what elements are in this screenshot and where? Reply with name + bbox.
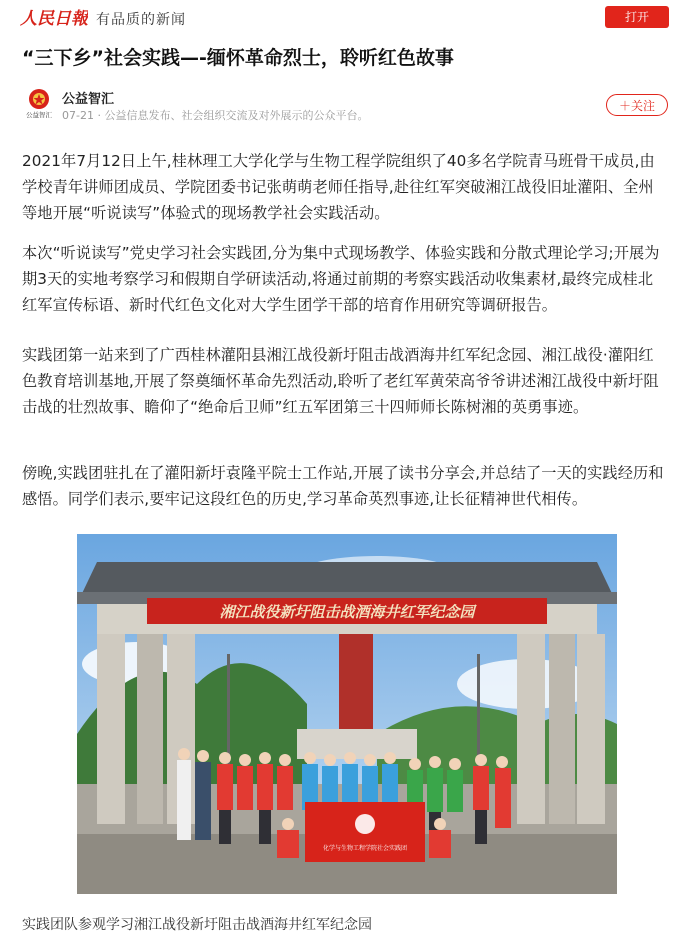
paragraph-4: 傍晚,实践团驻扎在了灌阳新圩袁隆平院士工作站,开展了读书分享会,并总结了一天的实践经历和感悟。同学们表示,要牢记这段红色的历史,学习革命英烈事迹,让长征精神世代相传。 — [22, 464, 664, 508]
memorial-gate-photo — [77, 534, 617, 894]
svg-text:湘江战役新圩阻击战酒海井红军纪念园: 湘江战役新圩阻击战酒海井红军纪念园 — [219, 603, 475, 621]
top-bar — [0, 0, 684, 36]
svg-text:公益智汇: 公益智汇 — [26, 111, 52, 119]
author-bar — [22, 84, 662, 124]
author-name[interactable]: 公益智汇 — [62, 92, 115, 107]
article-photo[interactable] — [77, 534, 617, 894]
follow-label: 关注 — [631, 99, 656, 113]
plus-icon: ＋ — [618, 99, 631, 113]
paragraph-3: 实践团第一站来到了广西桂林灌阳县湘江战役新圩阻击战酒海井红军纪念园、湘江战役·灌阳红色教育培训基地,开展了祭奠缅怀革命先烈活动,聆听了老红军黄荣高爷爷讲述湘江战役中新圩阻击战的壮烈故事、瞻仰了“绝命后卫师”红五军团第三十四师师长陈树湘的英勇事迹。 — [22, 346, 659, 416]
author-description: 公益信息发布、社会组织交流及对外展示的公众平台。 — [104, 109, 369, 122]
photo-caption: 实践团队参观学习湘江战役新圩阻击战酒海井红军纪念园 — [22, 917, 372, 933]
follow-button[interactable] — [606, 94, 668, 116]
svg-text:化学与生物工程学院社会实践团: 化学与生物工程学院社会实践团 — [322, 845, 408, 852]
meta-separator: · — [97, 109, 101, 122]
paragraph-1: 2021年7月12日上午,桂林理工大学化学与生物工程学院组织了40多名学院青马班骨干成员,由学校青年讲师团成员、学院团委书记张萌萌老师任指导,赴往红军突破湘江战役旧址灌阳、全州等地开展“听说读写”体验式的现场教学社会实践活动。 — [22, 152, 655, 222]
author-meta — [62, 107, 368, 123]
publish-date: 07-21 — [62, 109, 94, 122]
paragraph-2: 本次“听说读写”党史学习社会实践团,分为集中式现场教学、体验实践和分散式理论学习;开展为期3天的实地考察学习和假期自学研读活动,将通过前期的考察实践活动收集素材,最终完成桂北红军宣传标语、新时代红色文化对大学生团学干部的培育作用研究等调研报告。 — [22, 244, 660, 314]
svg-text:人民日報: 人民日報 — [20, 9, 88, 29]
people-daily-logo[interactable] — [20, 4, 88, 30]
slogan: 有品质的新闻 — [96, 12, 186, 28]
article-title: “三下乡”社会实践—-缅怀革命烈士，聆听红色故事 — [22, 47, 454, 69]
avatar[interactable] — [22, 86, 56, 120]
open-app-button[interactable]: 打开 — [605, 6, 669, 28]
